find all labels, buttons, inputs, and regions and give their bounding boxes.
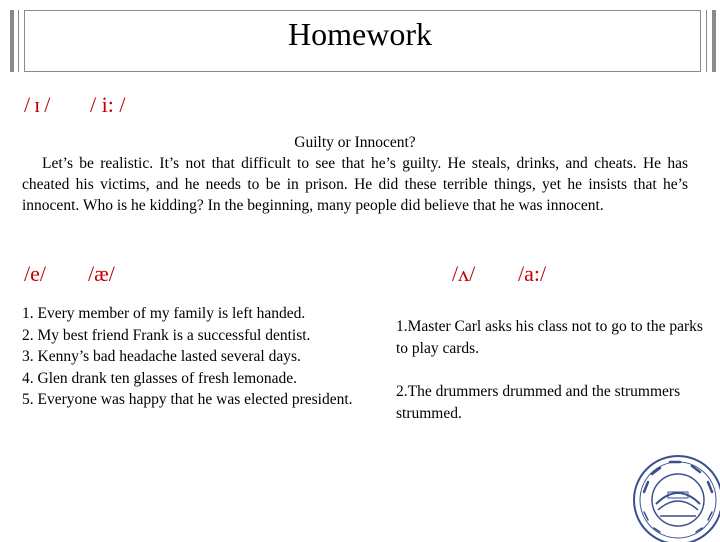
right-sentence-list	[396, 316, 712, 424]
list-item: 4. Glen drank ten glasses of fresh lemonade.	[22, 369, 298, 387]
list-item: 1. Every member of my family is left handed.	[22, 305, 306, 322]
phonetic-long-a: /a:/	[518, 261, 547, 286]
college-seal-icon	[630, 452, 720, 542]
phonetic-wedge: /ʌ/	[452, 261, 476, 286]
passage-title: Guilty or Innocent?	[294, 134, 416, 151]
phonetic-short-i: /ɪ/	[24, 92, 55, 117]
page-title: Homework	[288, 16, 432, 52]
passage-body: Let’s be realistic. It’s not that difficult to see that he’s guilty. He steals, drinks, and cheats. He has cheated his victims, and he needs to be in prison. He did these terrible things, yet he insists that he’s innocent. Who is he kidding? In the beginning, many people did believe that he was innocent.	[22, 155, 688, 214]
phonetic-ae: /æ/	[88, 261, 115, 286]
title-rule-top	[24, 10, 700, 11]
left-sentence-list	[22, 303, 367, 411]
list-item: 1.Master Carl asks his class not to go to the parks to play cards.	[396, 318, 703, 357]
list-item: 3. Kenny’s bad headache lasted several days.	[22, 348, 301, 366]
phonetic-long-i: / i: /	[90, 92, 126, 117]
phonetic-short-e: /e/	[24, 261, 46, 286]
passage	[22, 132, 688, 216]
list-item: 2. My best friend Frank is a successful dentist.	[22, 326, 311, 344]
list-item: 5. Everyone was happy that he was elected president.	[22, 391, 353, 409]
list-item: 2.The drummers drummed and the strummers strummed.	[396, 383, 681, 422]
title-rule-bottom	[24, 71, 700, 72]
